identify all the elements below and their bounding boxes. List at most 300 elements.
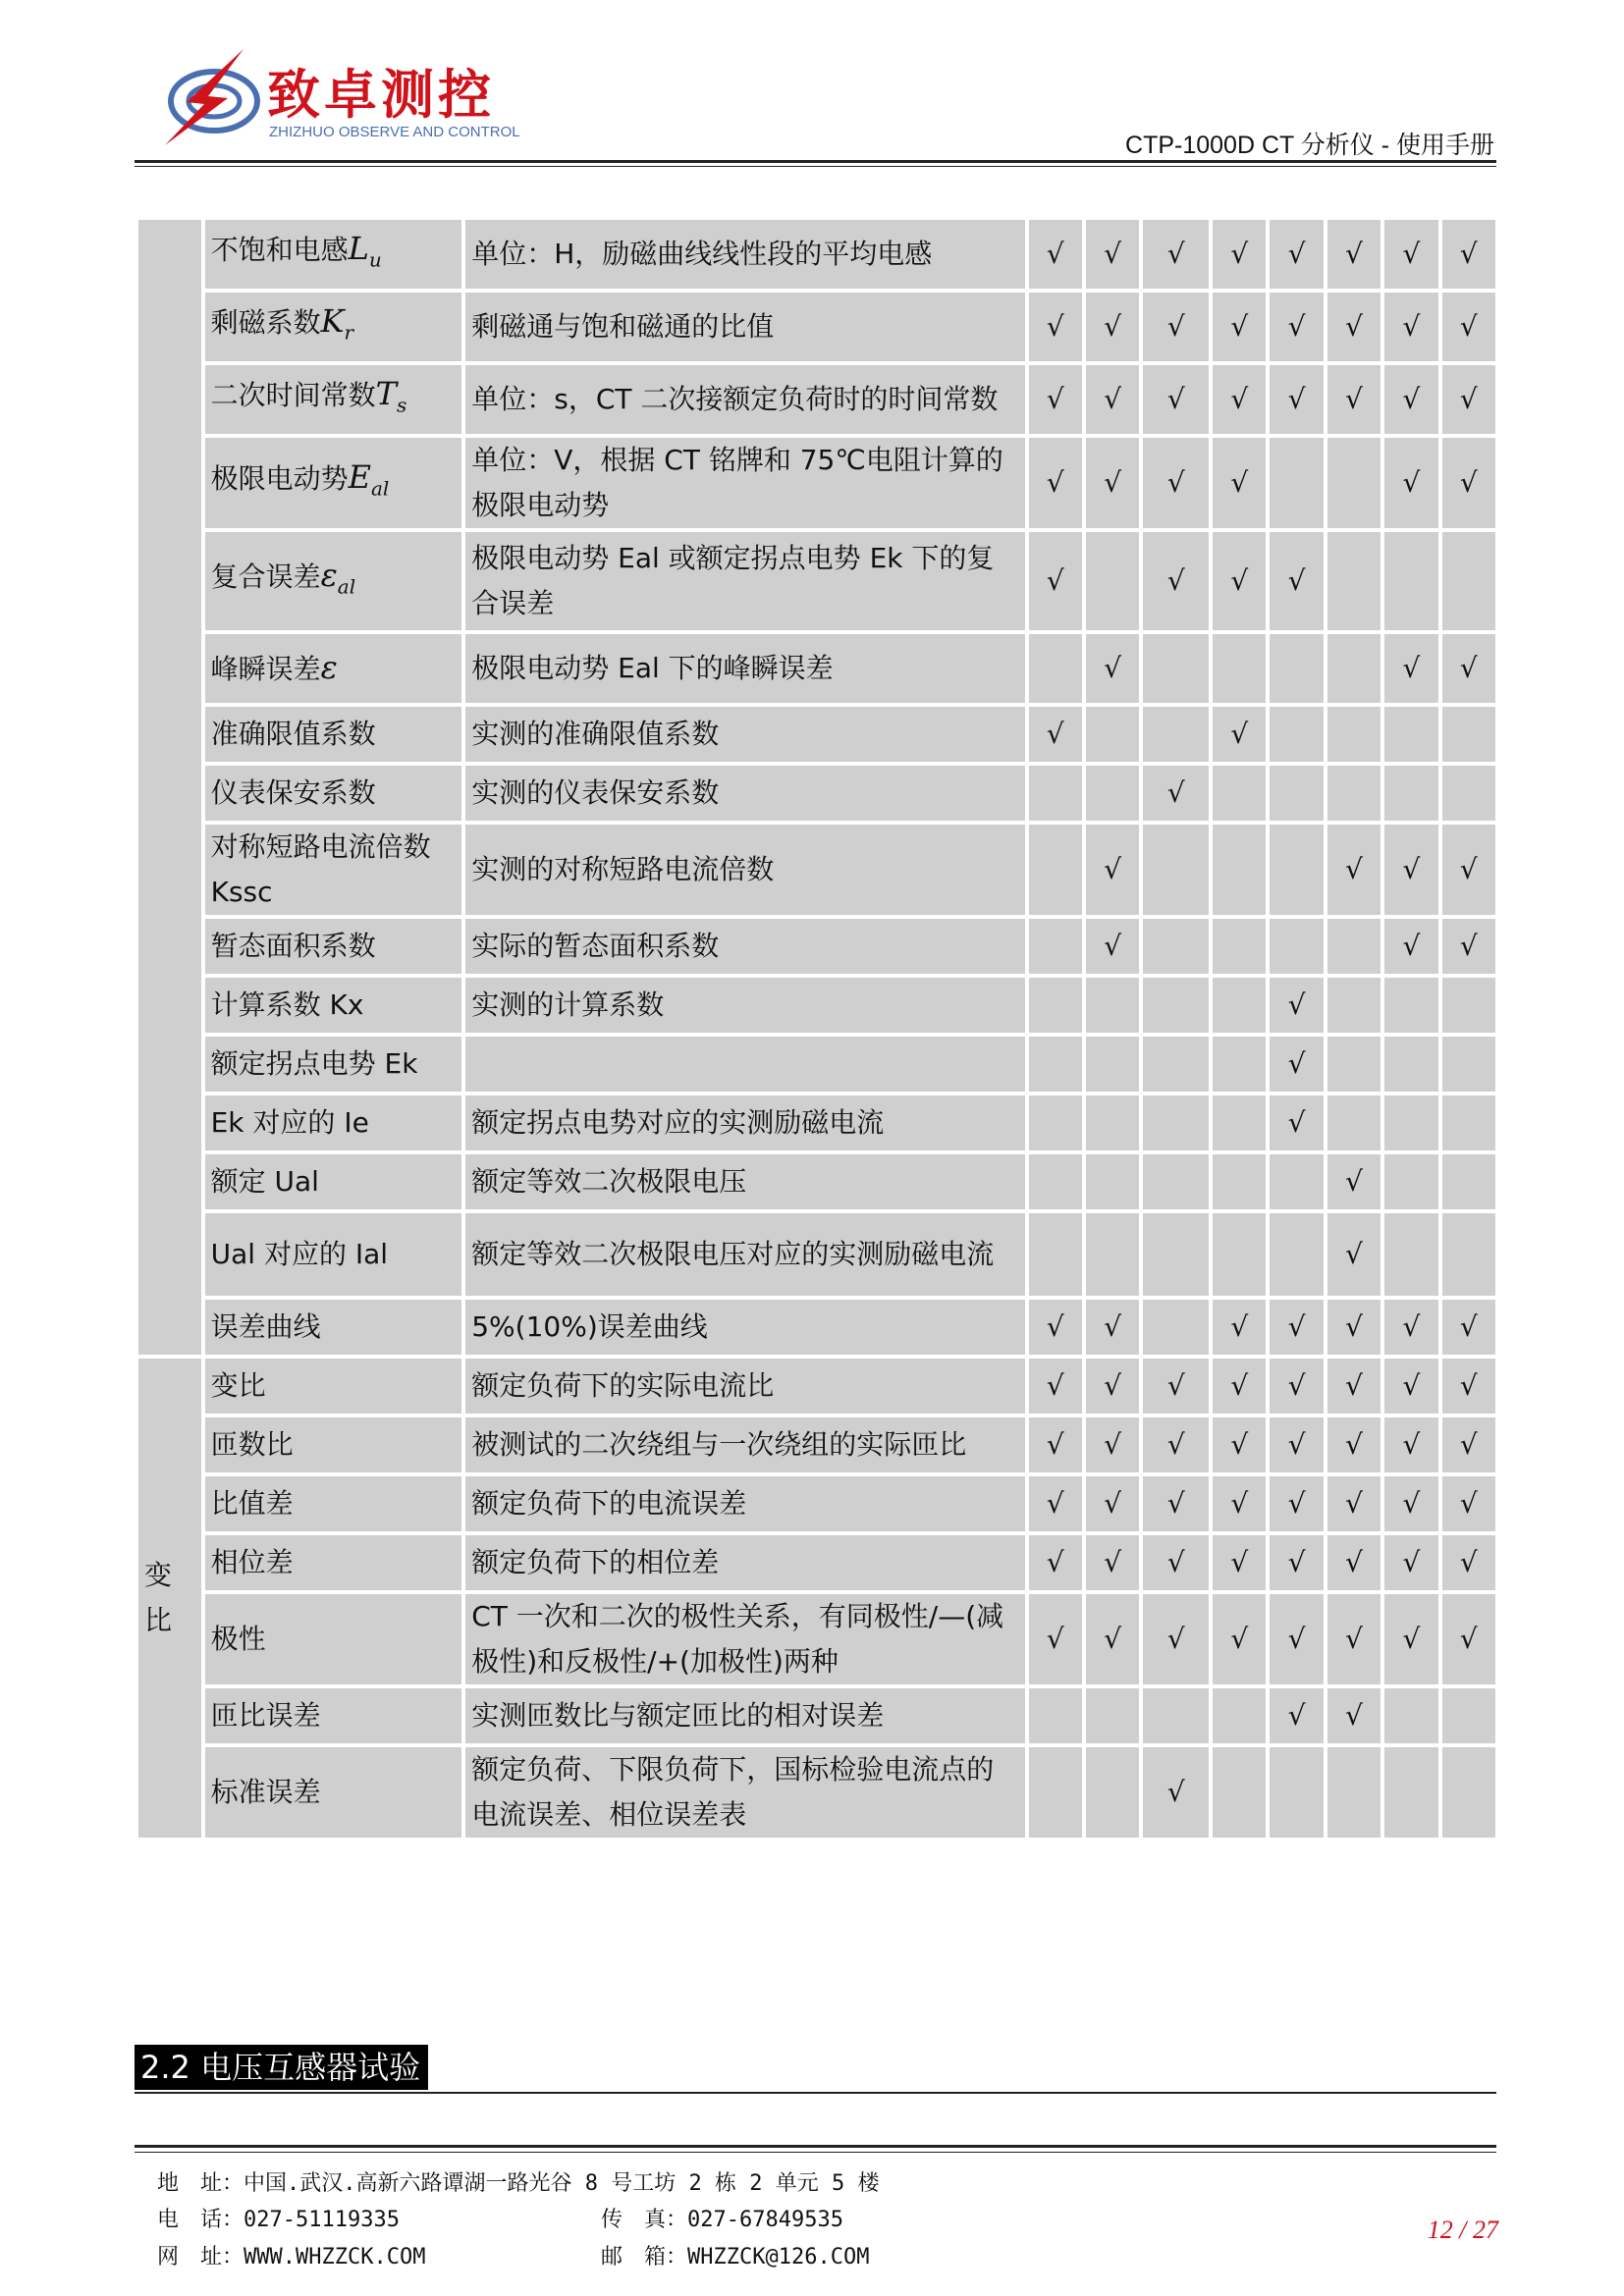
check-cell [1143, 825, 1209, 915]
table-row [138, 766, 1495, 821]
check-cell: √ [1327, 1417, 1380, 1472]
check-cell [1327, 919, 1380, 974]
item-description: 实测的仪表保安系数 [465, 766, 1024, 821]
check-cell: √ [1442, 365, 1495, 434]
table-row [138, 1300, 1495, 1355]
check-cell [1029, 766, 1082, 821]
check-cell: √ [1029, 438, 1082, 528]
company-name-cn: 致卓测控 [267, 64, 495, 126]
check-cell [1270, 1747, 1323, 1838]
table-row [138, 438, 1495, 528]
check-cell: √ [1442, 1535, 1495, 1590]
check-cell [1143, 1688, 1209, 1743]
check-cell [1143, 919, 1209, 974]
check-cell: √ [1143, 1747, 1209, 1838]
check-cell: √ [1327, 1213, 1380, 1296]
check-cell: √ [1327, 1535, 1380, 1590]
check-cell: √ [1327, 1688, 1380, 1743]
header-rule [135, 160, 1496, 163]
footer-rule [135, 2145, 1496, 2148]
check-cell [1143, 978, 1209, 1033]
check-cell: √ [1442, 293, 1495, 361]
check-cell [1442, 1095, 1495, 1150]
check-cell: √ [1327, 293, 1380, 361]
check-cell: √ [1384, 220, 1437, 289]
check-cell: √ [1143, 766, 1209, 821]
check-cell [1442, 1688, 1495, 1743]
check-cell [1143, 634, 1209, 703]
item-description: 实测匝数比与额定匝比的相对误差 [465, 1688, 1024, 1743]
check-cell [1442, 1213, 1495, 1296]
check-cell: √ [1442, 1359, 1495, 1414]
check-cell: √ [1327, 1359, 1380, 1414]
check-cell [1029, 978, 1082, 1033]
item-name: 误差曲线 [210, 1310, 321, 1343]
check-cell: √ [1086, 919, 1139, 974]
check-cell: √ [1327, 825, 1380, 915]
check-cell [1213, 1747, 1266, 1838]
item-name-cell [205, 438, 462, 528]
check-cell [1213, 978, 1266, 1033]
check-cell: √ [1029, 707, 1082, 762]
section-rule [135, 2092, 1496, 2094]
item-name: 剩磁系数 [210, 306, 321, 340]
check-cell: √ [1143, 438, 1209, 528]
check-cell: √ [1029, 532, 1082, 630]
item-name: 变比 [210, 1369, 266, 1402]
check-cell [1270, 919, 1323, 974]
check-cell: √ [1270, 1095, 1323, 1150]
check-cell: √ [1086, 1476, 1139, 1531]
table-row [138, 707, 1495, 762]
check-cell: √ [1029, 1417, 1082, 1472]
item-symbol: $K_r$ [320, 302, 354, 345]
check-cell [1213, 1037, 1266, 1092]
table-row [138, 1095, 1495, 1150]
check-cell: √ [1442, 1300, 1495, 1355]
table-row [138, 1747, 1495, 1838]
item-description: 被测试的二次绕组与一次绕组的实际匝比 [465, 1417, 1024, 1472]
header-rule-thin [135, 166, 1496, 167]
section-heading: 2.2 电压互感器试验 [135, 2045, 428, 2090]
check-cell [1327, 707, 1380, 762]
item-name-cell [205, 634, 462, 703]
check-cell: √ [1086, 1359, 1139, 1414]
check-cell: √ [1270, 1476, 1323, 1531]
check-cell [1384, 1747, 1437, 1838]
check-cell [1143, 1037, 1209, 1092]
table-row [138, 1535, 1495, 1590]
check-cell: √ [1384, 438, 1437, 528]
check-cell: √ [1213, 1359, 1266, 1414]
check-cell [1384, 766, 1437, 821]
item-name: 匝数比 [210, 1428, 294, 1461]
check-cell [1384, 1095, 1437, 1150]
check-cell: √ [1327, 1476, 1380, 1531]
check-cell: √ [1384, 1476, 1437, 1531]
check-cell: √ [1384, 1417, 1437, 1472]
item-description: 极限电动势 Eal 下的峰瞬误差 [465, 634, 1024, 703]
table-row [138, 919, 1495, 974]
check-cell [1213, 766, 1266, 821]
item-name-cell [205, 707, 462, 762]
check-cell [1327, 634, 1380, 703]
check-cell [1442, 1037, 1495, 1092]
item-name-cell [205, 220, 462, 289]
check-cell [1327, 1037, 1380, 1092]
check-cell: √ [1086, 220, 1139, 289]
table-row [138, 220, 1495, 289]
item-name-cell [205, 1747, 462, 1838]
item-name-cell [205, 919, 462, 974]
check-cell [1384, 707, 1437, 762]
check-cell: √ [1086, 1594, 1139, 1684]
item-symbol: $T_s$ [375, 375, 407, 417]
item-name: 极限电动势 [210, 462, 349, 496]
check-cell: √ [1442, 919, 1495, 974]
check-cell [1086, 1154, 1139, 1209]
item-symbol: $\varepsilon_{al}$ [320, 557, 356, 599]
item-description: 额定等效二次极限电压对应的实测励磁电流 [465, 1213, 1024, 1296]
check-cell [1270, 707, 1323, 762]
check-cell: √ [1029, 365, 1082, 434]
check-cell [1029, 634, 1082, 703]
check-cell: √ [1086, 1417, 1139, 1472]
check-cell: √ [1270, 293, 1323, 361]
ct-test-items-table [135, 216, 1499, 1842]
check-cell: √ [1270, 1594, 1323, 1684]
check-cell [1327, 438, 1380, 528]
check-cell: √ [1270, 220, 1323, 289]
check-cell: √ [1029, 1300, 1082, 1355]
item-name-cell [205, 1154, 462, 1209]
check-cell [1384, 532, 1437, 630]
check-cell [1029, 919, 1082, 974]
item-name-cell [205, 766, 462, 821]
check-cell: √ [1442, 1476, 1495, 1531]
check-cell [1029, 1213, 1082, 1296]
item-name: 计算系数 Kx [210, 988, 364, 1021]
item-description: 单位：s，CT 二次接额定负荷时的时间常数 [465, 365, 1024, 434]
item-description: 实测的计算系数 [465, 978, 1024, 1033]
check-cell [1327, 1747, 1380, 1838]
check-cell [1327, 532, 1380, 630]
check-cell: √ [1384, 919, 1437, 974]
check-cell: √ [1327, 1594, 1380, 1684]
check-cell [1143, 1300, 1209, 1355]
check-cell [1143, 1154, 1209, 1209]
check-cell: √ [1270, 365, 1323, 434]
check-cell: √ [1143, 220, 1209, 289]
footer-phone: 电 话：027-51119335 [157, 2208, 400, 2232]
check-cell: √ [1213, 1476, 1266, 1531]
item-name-cell [205, 293, 462, 361]
check-cell [1086, 707, 1139, 762]
company-name-en: ZHIZHUO OBSERVE AND CONTROL [269, 124, 520, 140]
item-description: 额定拐点电势对应的实测励磁电流 [465, 1095, 1024, 1150]
table-row [138, 365, 1495, 434]
check-cell: √ [1143, 365, 1209, 434]
table-row [138, 1213, 1495, 1296]
check-cell: √ [1270, 1417, 1323, 1472]
item-name: 复合误差 [210, 561, 321, 594]
item-description: 5%(10%)误差曲线 [465, 1300, 1024, 1355]
table-row [138, 1476, 1495, 1531]
check-cell [1029, 1747, 1082, 1838]
check-cell [1213, 1154, 1266, 1209]
item-name: 仪表保安系数 [210, 776, 376, 809]
item-name-cell [205, 1476, 462, 1531]
item-symbol: ε [320, 649, 338, 686]
check-cell [1384, 1037, 1437, 1092]
check-cell: √ [1384, 365, 1437, 434]
item-name: 准确限值系数 [210, 718, 376, 750]
check-cell [1086, 1688, 1139, 1743]
item-description [465, 1037, 1024, 1092]
check-cell: √ [1442, 438, 1495, 528]
category-cell [138, 220, 201, 1355]
item-name: 相位差 [210, 1546, 294, 1578]
footer-rule-thin [135, 2152, 1496, 2153]
item-name: 对称短路电流倍数 Kssc [210, 830, 431, 908]
check-cell: √ [1384, 1535, 1437, 1590]
item-name: 峰瞬误差 [210, 653, 321, 685]
check-cell: √ [1442, 1594, 1495, 1684]
check-cell: √ [1213, 365, 1266, 434]
check-cell: √ [1270, 532, 1323, 630]
item-description: 极限电动势 Eal 或额定拐点电势 Ek 下的复合误差 [465, 532, 1024, 630]
check-cell [1270, 825, 1323, 915]
check-cell: √ [1086, 365, 1139, 434]
item-name-cell [205, 1417, 462, 1472]
item-description: 额定负荷下的电流误差 [465, 1476, 1024, 1531]
item-name-cell [205, 1213, 462, 1296]
check-cell [1086, 766, 1139, 821]
check-cell: √ [1384, 825, 1437, 915]
table-row [138, 532, 1495, 630]
check-cell: √ [1327, 1300, 1380, 1355]
check-cell: √ [1143, 1476, 1209, 1531]
item-name-cell [205, 1095, 462, 1150]
check-cell: √ [1086, 1300, 1139, 1355]
check-cell: √ [1143, 1417, 1209, 1472]
check-cell [1442, 532, 1495, 630]
check-cell [1086, 532, 1139, 630]
check-cell: √ [1270, 1535, 1323, 1590]
check-cell [1029, 1154, 1082, 1209]
check-cell: √ [1086, 438, 1139, 528]
check-cell [1086, 978, 1139, 1033]
company-logo [157, 47, 530, 155]
check-cell [1213, 1095, 1266, 1150]
check-cell: √ [1213, 707, 1266, 762]
check-cell: √ [1442, 634, 1495, 703]
check-cell [1143, 1213, 1209, 1296]
check-cell: √ [1213, 293, 1266, 361]
check-cell [1143, 1095, 1209, 1150]
item-name: 标准误差 [210, 1776, 321, 1808]
item-description: 剩磁通与饱和磁通的比值 [465, 293, 1024, 361]
check-cell: √ [1029, 1594, 1082, 1684]
check-cell: √ [1384, 1300, 1437, 1355]
item-description: 单位：V，根据 CT 铭牌和 75℃电阻计算的极限电动势 [465, 438, 1024, 528]
check-cell: √ [1213, 1300, 1266, 1355]
check-cell: √ [1213, 532, 1266, 630]
item-name-cell [205, 1594, 462, 1684]
check-cell: √ [1442, 825, 1495, 915]
footer-address: 地 址：中国.武汉.高新六路谭湖一路光谷 8 号工坊 2 栋 2 单元 5 楼 [157, 2171, 880, 2196]
check-cell [1384, 1688, 1437, 1743]
item-name: 匝比误差 [210, 1699, 321, 1732]
check-cell: √ [1029, 220, 1082, 289]
check-cell [1327, 1095, 1380, 1150]
category-cell: 变比 [138, 1359, 201, 1838]
check-cell [1086, 1747, 1139, 1838]
page-number: 12 / 27 [1427, 2216, 1498, 2244]
check-cell [1213, 1213, 1266, 1296]
check-cell: √ [1086, 293, 1139, 361]
table-row [138, 293, 1495, 361]
check-cell: √ [1270, 1037, 1323, 1092]
check-cell [1213, 919, 1266, 974]
item-name: 额定拐点电势 Ek [210, 1047, 418, 1080]
item-description: 额定负荷下的相位差 [465, 1535, 1024, 1590]
check-cell: √ [1029, 1359, 1082, 1414]
check-cell [1029, 825, 1082, 915]
check-cell [1270, 634, 1323, 703]
check-cell [1384, 978, 1437, 1033]
check-cell [1029, 1037, 1082, 1092]
check-cell: √ [1029, 1476, 1082, 1531]
item-name: 暂态面积系数 [210, 930, 376, 962]
item-description: 额定等效二次极限电压 [465, 1154, 1024, 1209]
document-title: CTP-1000D CT 分析仪 - 使用手册 [1125, 132, 1494, 159]
check-cell [1442, 707, 1495, 762]
check-cell: √ [1143, 293, 1209, 361]
check-cell: √ [1442, 220, 1495, 289]
item-name: 二次时间常数 [210, 379, 376, 412]
check-cell [1086, 1213, 1139, 1296]
check-cell: √ [1029, 1535, 1082, 1590]
item-name-cell [205, 1688, 462, 1743]
item-description: 单位：H，励磁曲线线性段的平均电感 [465, 220, 1024, 289]
check-cell: √ [1213, 220, 1266, 289]
check-cell: √ [1384, 1359, 1437, 1414]
check-cell: √ [1143, 1594, 1209, 1684]
check-cell: √ [1213, 1535, 1266, 1590]
table-row [138, 1594, 1495, 1684]
check-cell [1442, 766, 1495, 821]
check-cell: √ [1327, 220, 1380, 289]
check-cell: √ [1270, 978, 1323, 1033]
check-cell: √ [1213, 1417, 1266, 1472]
table-row [138, 1359, 1495, 1414]
check-cell [1442, 1154, 1495, 1209]
table-row [138, 1417, 1495, 1472]
table-row [138, 1688, 1495, 1743]
check-cell: √ [1086, 634, 1139, 703]
check-cell [1327, 978, 1380, 1033]
table-row [138, 978, 1495, 1033]
check-cell: √ [1213, 1594, 1266, 1684]
item-name: 极性 [210, 1623, 266, 1655]
item-name-cell [205, 825, 462, 915]
item-name: Ek 对应的 Ie [210, 1106, 369, 1139]
item-description: 额定负荷下的实际电流比 [465, 1359, 1024, 1414]
item-symbol: $L_u$ [348, 230, 382, 272]
check-cell [1270, 1213, 1323, 1296]
check-cell: √ [1270, 1688, 1323, 1743]
check-cell: √ [1327, 365, 1380, 434]
check-cell [1327, 766, 1380, 821]
check-cell: √ [1213, 438, 1266, 528]
check-cell [1029, 1688, 1082, 1743]
check-cell [1086, 1037, 1139, 1092]
table-row [138, 1154, 1495, 1209]
item-name-cell [205, 532, 462, 630]
item-description: 实际的暂态面积系数 [465, 919, 1024, 974]
table-row [138, 1037, 1495, 1092]
item-name: Ual 对应的 Ial [210, 1238, 389, 1270]
check-cell [1029, 1095, 1082, 1150]
footer-email[interactable]: 邮 箱：WHZZCK@126.COM [601, 2245, 870, 2269]
check-cell [1270, 438, 1323, 528]
check-cell: √ [1270, 1359, 1323, 1414]
item-name-cell [205, 1535, 462, 1590]
table-row [138, 825, 1495, 915]
check-cell [1213, 634, 1266, 703]
item-description: 实测的对称短路电流倍数 [465, 825, 1024, 915]
check-cell [1442, 1747, 1495, 1838]
item-name: 比值差 [210, 1487, 294, 1520]
check-cell: √ [1327, 1154, 1380, 1209]
item-name-cell [205, 1359, 462, 1414]
check-cell [1270, 1154, 1323, 1209]
item-name: 额定 Ual [210, 1165, 319, 1198]
footer-website[interactable]: 网 址：WWW.WHZZCK.COM [157, 2245, 426, 2269]
check-cell: √ [1029, 293, 1082, 361]
check-cell [1384, 1213, 1437, 1296]
item-symbol: $E_{al}$ [348, 458, 390, 501]
item-description: CT 一次和二次的极性关系，有同极性/—(减极性)和反极性/+(加极性)两种 [465, 1594, 1024, 1684]
lightning-logo-icon [157, 47, 265, 155]
item-name-cell [205, 1037, 462, 1092]
check-cell [1384, 1154, 1437, 1209]
check-cell [1213, 1688, 1266, 1743]
item-name-cell [205, 365, 462, 434]
check-cell: √ [1384, 1594, 1437, 1684]
item-name-cell [205, 978, 462, 1033]
item-description: 额定负荷、下限负荷下，国标检验电流点的电流误差、相位误差表 [465, 1747, 1024, 1838]
footer-fax: 传 真：027-67849535 [601, 2208, 843, 2232]
check-cell [1270, 766, 1323, 821]
item-name-cell [205, 1300, 462, 1355]
table-row [138, 634, 1495, 703]
check-cell: √ [1143, 532, 1209, 630]
check-cell: √ [1384, 293, 1437, 361]
check-cell: √ [1384, 634, 1437, 703]
check-cell: √ [1143, 1535, 1209, 1590]
check-cell: √ [1270, 1300, 1323, 1355]
check-cell: √ [1143, 1359, 1209, 1414]
item-description: 实测的准确限值系数 [465, 707, 1024, 762]
check-cell [1442, 978, 1495, 1033]
check-cell: √ [1086, 825, 1139, 915]
check-cell [1143, 707, 1209, 762]
check-cell: √ [1086, 1535, 1139, 1590]
check-cell [1213, 825, 1266, 915]
check-cell [1086, 1095, 1139, 1150]
